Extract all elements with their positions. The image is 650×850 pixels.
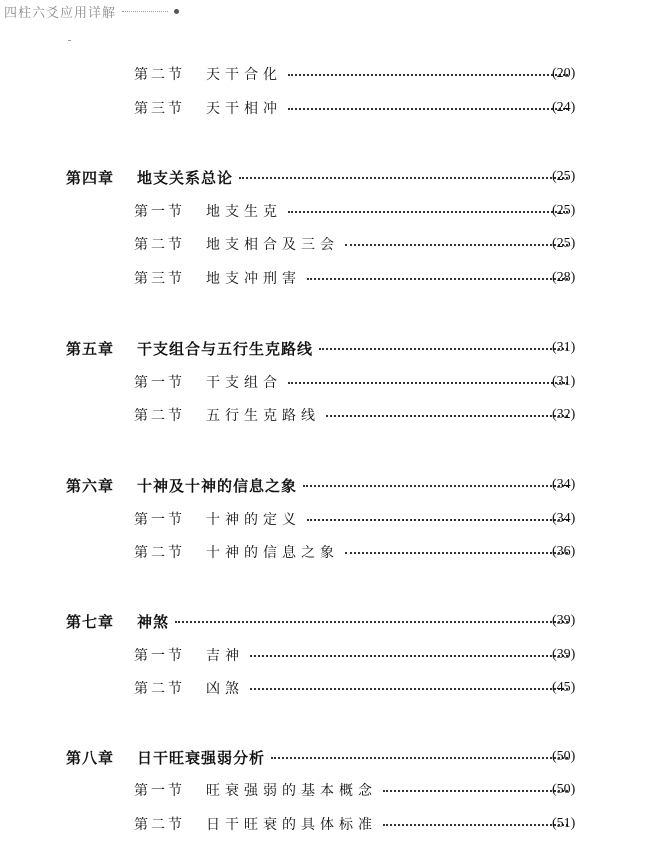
page-number: (25): [552, 203, 576, 218]
page-number: (31): [552, 374, 576, 389]
page-number: (39): [552, 613, 576, 628]
page-number: (39): [552, 647, 576, 662]
dot-leader: [326, 415, 568, 417]
header-ornament-icon: [174, 9, 179, 14]
chapter-number: 第八章: [66, 748, 115, 767]
section-number: 第二节: [134, 817, 185, 833]
section-title: 天干合化: [206, 67, 282, 83]
section-number: 第二节: [134, 681, 185, 697]
toc-section[interactable]: [0, 232, 650, 256]
chapter-title: 日干旺衰强弱分析: [137, 748, 266, 767]
section-number: 第一节: [134, 204, 185, 220]
section-title: 吉神: [206, 648, 244, 664]
page-number: (34): [552, 511, 576, 526]
section-number: 第一节: [134, 512, 185, 528]
section-title: 旺衰强弱的基本概念: [206, 783, 377, 799]
toc-section[interactable]: [0, 403, 650, 427]
page-number: (50): [552, 782, 576, 797]
header-rule: [122, 11, 168, 12]
toc-section[interactable]: [0, 540, 650, 564]
section-number: 第二节: [134, 408, 185, 424]
section-title: 天干相冲: [206, 101, 282, 117]
toc-chapter[interactable]: [0, 165, 650, 189]
dot-leader: [288, 108, 568, 110]
dot-leader: [288, 74, 568, 76]
section-number: 第二节: [134, 545, 185, 561]
dot-leader: [307, 278, 568, 280]
section-number: 第三节: [134, 101, 185, 117]
dot-leader: [175, 621, 568, 623]
toc-section[interactable]: [0, 507, 650, 531]
dot-leader: [250, 688, 568, 690]
dot-leader: [250, 655, 568, 657]
section-title: 地支生克: [206, 204, 282, 220]
dot-leader: [383, 824, 568, 826]
page-number: (32): [552, 407, 576, 422]
chapter-title: 地支关系总论: [137, 168, 234, 187]
toc-section[interactable]: [0, 643, 650, 667]
toc-chapter[interactable]: [0, 609, 650, 633]
chapter-title: 十神及十神的信息之象: [137, 476, 298, 495]
toc-section[interactable]: [0, 62, 650, 86]
section-number: 第二节: [134, 237, 185, 253]
toc-section[interactable]: [0, 96, 650, 120]
toc-section[interactable]: [0, 199, 650, 223]
running-title: 四柱六爻应用详解: [4, 6, 117, 21]
toc-section[interactable]: [0, 778, 650, 802]
dot-leader: [345, 244, 568, 246]
section-title: 凶煞: [206, 681, 244, 697]
dot-leader: [271, 757, 568, 759]
page-mark: [68, 40, 71, 41]
toc-section[interactable]: [0, 370, 650, 394]
dot-leader: [307, 519, 568, 521]
section-title: 日干旺衰的具体标准: [206, 817, 377, 833]
dot-leader: [345, 552, 568, 554]
toc-chapter[interactable]: [0, 745, 650, 769]
chapter-number: 第四章: [66, 168, 115, 187]
section-title: 五行生克路线: [206, 408, 320, 424]
dot-leader: [383, 790, 568, 792]
chapter-title: 神煞: [137, 612, 170, 631]
section-title: 地支冲刑害: [206, 271, 301, 287]
toc-section[interactable]: [0, 812, 650, 836]
page-number: (50): [552, 749, 576, 764]
dot-leader: [303, 485, 568, 487]
toc-section[interactable]: [0, 676, 650, 700]
page-number: (51): [552, 816, 576, 831]
page-number: (34): [552, 477, 576, 492]
dot-leader: [288, 382, 568, 384]
dot-leader: [319, 348, 568, 350]
page-number: (25): [552, 236, 576, 251]
chapter-number: 第六章: [66, 476, 115, 495]
page-number: (45): [552, 680, 576, 695]
section-number: 第一节: [134, 783, 185, 799]
section-number: 第一节: [134, 375, 185, 391]
section-number: 第三节: [134, 271, 185, 287]
section-number: 第一节: [134, 648, 185, 664]
page-number: (31): [552, 340, 576, 355]
dot-leader: [288, 211, 568, 213]
page-number: (24): [552, 100, 576, 115]
page-number: (28): [552, 270, 576, 285]
page-number: (36): [552, 544, 576, 559]
dot-leader: [239, 177, 568, 179]
toc-section[interactable]: [0, 266, 650, 290]
chapter-title: 干支组合与五行生克路线: [137, 339, 314, 358]
page-number: (25): [552, 169, 576, 184]
toc-chapter[interactable]: [0, 473, 650, 497]
section-title: 地支相合及三会: [206, 237, 339, 253]
section-number: 第二节: [134, 67, 185, 83]
section-title: 十神的信息之象: [206, 545, 339, 561]
section-title: 干支组合: [206, 375, 282, 391]
chapter-number: 第七章: [66, 612, 115, 631]
page-number: (20): [552, 66, 576, 81]
toc-chapter[interactable]: [0, 336, 650, 360]
chapter-number: 第五章: [66, 339, 115, 358]
section-title: 十神的定义: [206, 512, 301, 528]
running-header: [4, 2, 179, 21]
